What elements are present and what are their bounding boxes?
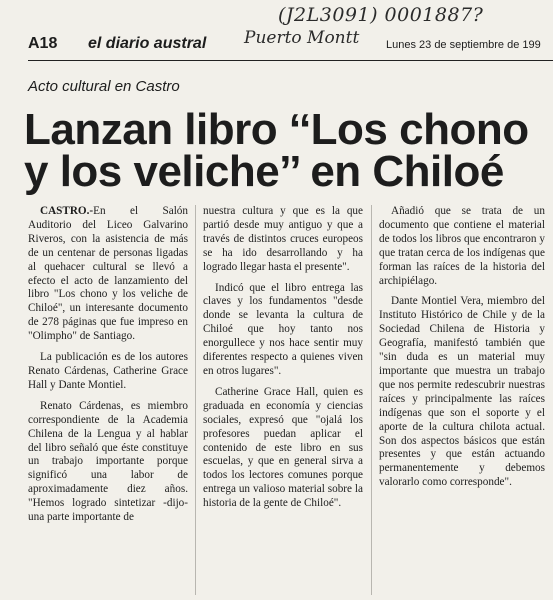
page-header [28,34,548,56]
article-column-1 [28,205,188,525]
headline-line-2: y los veliche’’ en Chiloé [24,147,504,196]
header-divider [28,60,553,61]
article-column-3 [379,205,545,490]
article-column-2 [203,205,363,511]
column-divider [371,205,372,595]
paragraph: Catherine Grace Hall, quien es graduada en economía y ciencias sociales, expresó que "ojalá los profesores puedan aplicar el contenido de este libro en sus escuelas, y que en general sirva a todos los lectores comunes porque entrega un valioso material sobre la historia de la gente de Chiloé". [203,385,363,510]
issue-date: Lunes 23 de septiembre de 199 [386,39,541,51]
handwritten-place-note: Puerto Montt [244,28,360,48]
paragraph: nuestra cultura y que es la que partió desde muy antiguo y que a través de distintos cruces europeos se ha ido desarrollando y ha logrado llegar hasta el presente". [203,205,363,273]
paragraph: La publicación es de los autores Renato Cárdenas, Catherine Grace Hall y Dante Montiel. [28,351,188,391]
paragraph: Renato Cárdenas, es miembro correspondiente de la Academia Chilena de la Lengua y al hablar del libro señaló que éste constituye un trabajo importante porque significó una labor de aproximadamente diez años. "Hemos logrado sintetizar -dijo- una parte importante de [28,399,188,524]
paragraph-text: En el Salón Auditorio del Liceo Galvarino Riveros, con la asistencia de más de un centenar de personas ligadas al quehacer cultural se llevó a efecto el acto de lanzamiento del libro "Los chono y los veliche de Chiloé", un interesante documento de 278 páginas que fue impreso en "Olimpho" de Santiago. [28,205,188,343]
column-divider [195,205,196,595]
headline-line-1: Lanzan libro ‘‘Los chono [24,105,529,154]
paragraph: Dante Montiel Vera, miembro del Instituto Histórico de Chile y de la Sociedad Chilena de Historia y Geografía, manifestó también que "sin duda es un material muy importante que muestra un trabajo que nos permite redescubrir nuestras raíces y principalmente las raíces indígenas que son el soporte y el aporte de la cultura chilota actual. Son dos aspectos básicos que están presentes y que están actuando permanentemente y debemos valorarlo como corresponde". [379,295,545,489]
paragraph: Indicó que el libro entrega las claves y los fundamentos "desde donde se levanta la cultura de Chiloé que hoy tanto nos enorgullece y nos hace sentir muy diferentes respecto a quienes viven en otros lugares". [203,281,363,377]
newspaper-name: el diario austral [88,35,207,52]
handwritten-archive-code: (J2L3091) 0001887? [278,4,484,26]
dateline: CASTRO.- [40,205,94,217]
paragraph: Añadió que se trata de un documento que contiene el material de todos los libros que encontraron y que tratan cerca de los indígenas que forman las raíces de la historia del archipiélago. [379,205,545,287]
article-kicker: Acto cultural en Castro [28,78,180,95]
paragraph [28,205,188,344]
page-number: A18 [28,35,58,52]
